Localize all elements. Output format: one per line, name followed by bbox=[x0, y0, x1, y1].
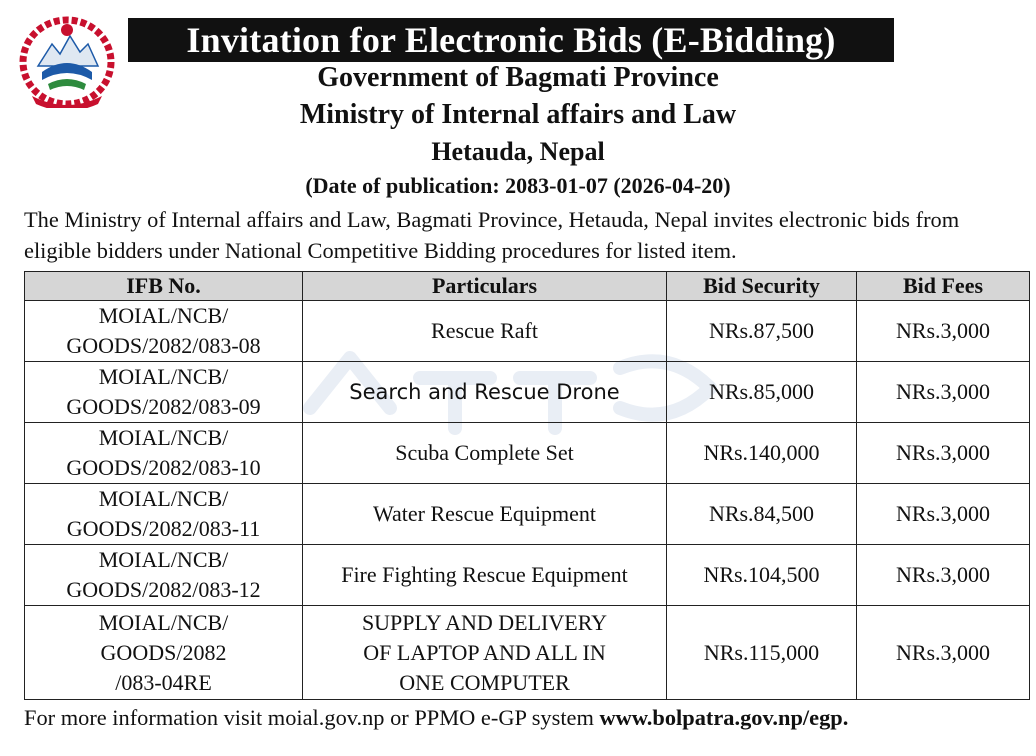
bid-security: NRs.140,000 bbox=[667, 423, 857, 484]
ifb-number: MOIAL/NCB/ GOODS/2082/083-09 bbox=[25, 362, 303, 423]
bid-fees: NRs.3,000 bbox=[857, 301, 1030, 362]
table-row bbox=[25, 301, 1030, 362]
bid-fees: NRs.3,000 bbox=[857, 484, 1030, 545]
particulars: Fire Fighting Rescue Equipment bbox=[303, 545, 667, 606]
header-bid-fees: Bid Fees bbox=[857, 272, 1030, 301]
bid-fees: NRs.3,000 bbox=[857, 362, 1030, 423]
header-ifb: IFB No. bbox=[25, 272, 303, 301]
table-row bbox=[25, 423, 1030, 484]
location: Hetauda, Nepal bbox=[431, 137, 605, 166]
publication-date: (Date of publication: 2083-01-07 (2026-04-20) bbox=[305, 173, 731, 198]
footer-info bbox=[24, 703, 1029, 733]
bid-security: NRs.85,000 bbox=[667, 362, 857, 423]
government-name: Government of Bagmati Province bbox=[317, 62, 719, 93]
ifb-number: MOIAL/NCB/ GOODS/2082/083-08 bbox=[25, 301, 303, 362]
particulars: Rescue Raft bbox=[303, 301, 667, 362]
bid-fees: NRs.3,000 bbox=[857, 606, 1030, 700]
notice-title: Invitation for Electronic Bids (E-Bidding) bbox=[128, 18, 894, 62]
table-row bbox=[25, 484, 1030, 545]
header-particulars: Particulars bbox=[303, 272, 667, 301]
particulars: Water Rescue Equipment bbox=[303, 484, 667, 545]
footer-text: For more information visit moial.gov.np or PPMO e-GP system bbox=[24, 705, 600, 730]
header-bid-security: Bid Security bbox=[667, 272, 857, 301]
intro-paragraph: The Ministry of Internal affairs and Law, Bagmati Province, Hetauda, Nepal invites electronic bids from eligible bidders under National Competitive Bidding procedures for listed item. bbox=[24, 207, 960, 263]
table-row bbox=[25, 362, 1030, 423]
table-header-row bbox=[25, 272, 1030, 301]
ifb-number: MOIAL/NCB/ GOODS/2082/083-10 bbox=[25, 423, 303, 484]
ifb-number: MOIAL/NCB/ GOODS/2082 /083-04RE bbox=[25, 606, 303, 700]
ifb-number: MOIAL/NCB/ GOODS/2082/083-11 bbox=[25, 484, 303, 545]
bid-security: NRs.84,500 bbox=[667, 484, 857, 545]
bids-table bbox=[24, 271, 1030, 700]
bid-fees: NRs.3,000 bbox=[857, 545, 1030, 606]
bid-security: NRs.115,000 bbox=[667, 606, 857, 700]
table-row bbox=[25, 606, 1030, 700]
bid-security: NRs.104,500 bbox=[667, 545, 857, 606]
table-row bbox=[25, 545, 1030, 606]
bid-fees: NRs.3,000 bbox=[857, 423, 1030, 484]
bolpatra-link[interactable]: www.bolpatra.gov.np/egp. bbox=[599, 705, 849, 730]
ifb-number: MOIAL/NCB/ GOODS/2082/083-12 bbox=[25, 545, 303, 606]
particulars: Scuba Complete Set bbox=[303, 423, 667, 484]
particulars: Search and Rescue Drone bbox=[303, 362, 667, 423]
particulars: SUPPLY AND DELIVERY OF LAPTOP AND ALL IN ONE COMPUTER bbox=[303, 606, 667, 700]
bid-security: NRs.87,500 bbox=[667, 301, 857, 362]
ministry-name: Ministry of Internal affairs and Law bbox=[299, 99, 737, 130]
